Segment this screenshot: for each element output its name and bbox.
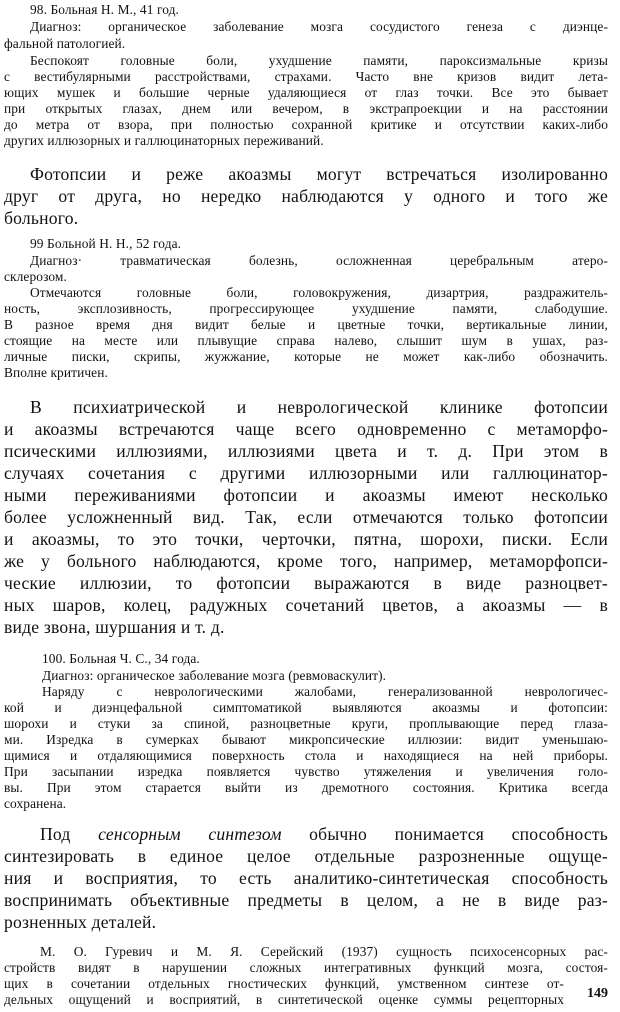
text-line: Отмечаются головные боли, головокружения, дизартрия, раздражитель- <box>30 285 608 300</box>
text-line: ющих мушек и большие черные удаляющиеся от глаз точки. Все это бывает <box>4 85 608 100</box>
case-title: 100. Больная Ч. С., 34 года. <box>42 651 200 666</box>
text-line <box>40 824 608 845</box>
text-line: стоящие на месте или плывущие справа налево, слышит шум в ушах, раз- <box>4 333 608 348</box>
text-line: при открытых глазах, днем или вечером, в экстрапроекции и на расстоянии <box>4 101 608 116</box>
text-line: вы. При этом старается выйти из дремотного состояния. Критика всегда <box>4 780 608 795</box>
text-line: шорохи и стуки за спиной, разноцветные круги, проплывающие перед глаза- <box>4 716 608 731</box>
text-line: псическими иллюзиями, иллюзиями цвета и т. д. При этом в <box>4 441 608 461</box>
text-line: ными переживаниями фотопсии и акоазмы имеют несколько <box>4 485 608 505</box>
text-line: Вполне критичен. <box>4 365 108 380</box>
text-line: ми. Изредка в сумерках бывают микропсические иллюзии: видит уменьшаю- <box>4 732 608 747</box>
case-title: 98. Больная Н. М., 41 год. <box>30 2 179 17</box>
text-line: Наряду с неврологическими жалобами, генерализованной неврологичес- <box>42 684 608 699</box>
text-line: В психиатрической и неврологической клинике фотопсии <box>30 397 608 417</box>
text-line: ческие иллюзии, то фотопсии выражаются в виде разноцвет- <box>4 573 608 593</box>
text-line: кой и диэнцефальной симптоматикой выявляются акоазмы и фотопсии: <box>4 700 608 715</box>
text-line: виде звона, шуршания и т. д. <box>4 617 225 637</box>
case-title: 99 Больной Н. Н., 52 года. <box>30 236 182 251</box>
text-line: Фотопсии и реже акоазмы могут встречаться изолированно <box>30 164 608 184</box>
text-line: друг от друга, но нередко наблюдаются у одного и того же <box>4 186 608 206</box>
text-line: дельных ощущений и восприятий, в синтетической оценке суммы рецепторных <box>4 992 564 1007</box>
text-line: При засыпании изредка появляется чувство утяжеления и увеличения голо- <box>4 764 608 779</box>
text-line: стройств видят в нарушении сложных интегративных функций мозга, состоя- <box>4 960 608 975</box>
text-line: Диагноз: органическое заболевание мозга (ревмоваскулит). <box>42 668 387 683</box>
text-line: сохранена. <box>4 796 67 811</box>
italic-term: сенсорным синтезом <box>98 824 282 844</box>
text-line: же у больного наблюдаются, кроме того, например, метаморфопси- <box>4 551 608 571</box>
text-line: случаях сочетания с другими иллюзорными или галлюцинатор- <box>4 463 608 483</box>
text-line: Беспокоят головные боли, ухудшение памяти, пароксизмальные кризы <box>30 53 608 68</box>
text-line: ность, эксплозивность, прогрессирующее ухудшение памяти, слабодушие. <box>4 301 608 316</box>
text-line: розненных деталей. <box>4 912 157 932</box>
text-line: более усложненный вид. Так, если отмечаются только фотопсии <box>4 507 608 527</box>
text-line: Диагноз: органическое заболевание мозга сосудистого генеза с диэнце- <box>30 19 608 34</box>
text-line: и акоазмы, то это точки, черточки, пятна, шорохи, писки. Если <box>4 529 608 549</box>
text-line: Диагноз· травматическая болезнь, осложненная церебральным атеро- <box>30 253 608 268</box>
page-number: 149 <box>587 986 608 1001</box>
text-line: и акоазмы встречаются чаще всего одновременно с метаморфо- <box>4 419 608 439</box>
text-span: Под <box>40 824 99 844</box>
text-line: В разное время дня видит белые и цветные точки, вертикальные линии, <box>4 317 608 332</box>
text-line: ных шаров, колец, радужных сочетаний цветов, а акоазмы — в <box>4 595 608 615</box>
text-line: фальной патологией. <box>4 36 126 51</box>
text-line: синтезировать в единое целое отдельные разрозненные ощуще- <box>4 846 608 866</box>
text-line: М. О. Гуревич и М. Я. Серейский (1937) сущность психосенсорных рас- <box>40 944 608 959</box>
text-line: до метра от взора, при полностью сохранной критике и отсутствии каких-либо <box>4 117 608 132</box>
text-line: других иллюзорных и галлюцинаторных переживаний. <box>4 133 324 148</box>
text-line: личные писки, скрипы, жужжание, которые не может как-либо обозначить. <box>4 349 608 364</box>
text-line: ния и восприятия, то есть аналитико-синтетическая способность <box>4 868 608 888</box>
text-line: воспринимать объективные предметы в целом, а не в виде раз- <box>4 890 608 910</box>
text-span: обычно понимается способность <box>281 824 608 844</box>
text-line: с вестибулярными расстройствами, страхами. Часто вне кризов видит лета- <box>4 69 608 84</box>
text-line: больного. <box>4 208 79 228</box>
text-line: щих в сочетании отдельных гностических функций, умственном синтезе от- <box>4 976 564 991</box>
text-line: щимися и отдаляющимися поверхность стола и находящиеся на ней приборы. <box>4 748 608 763</box>
text-line: склерозом. <box>4 269 67 284</box>
